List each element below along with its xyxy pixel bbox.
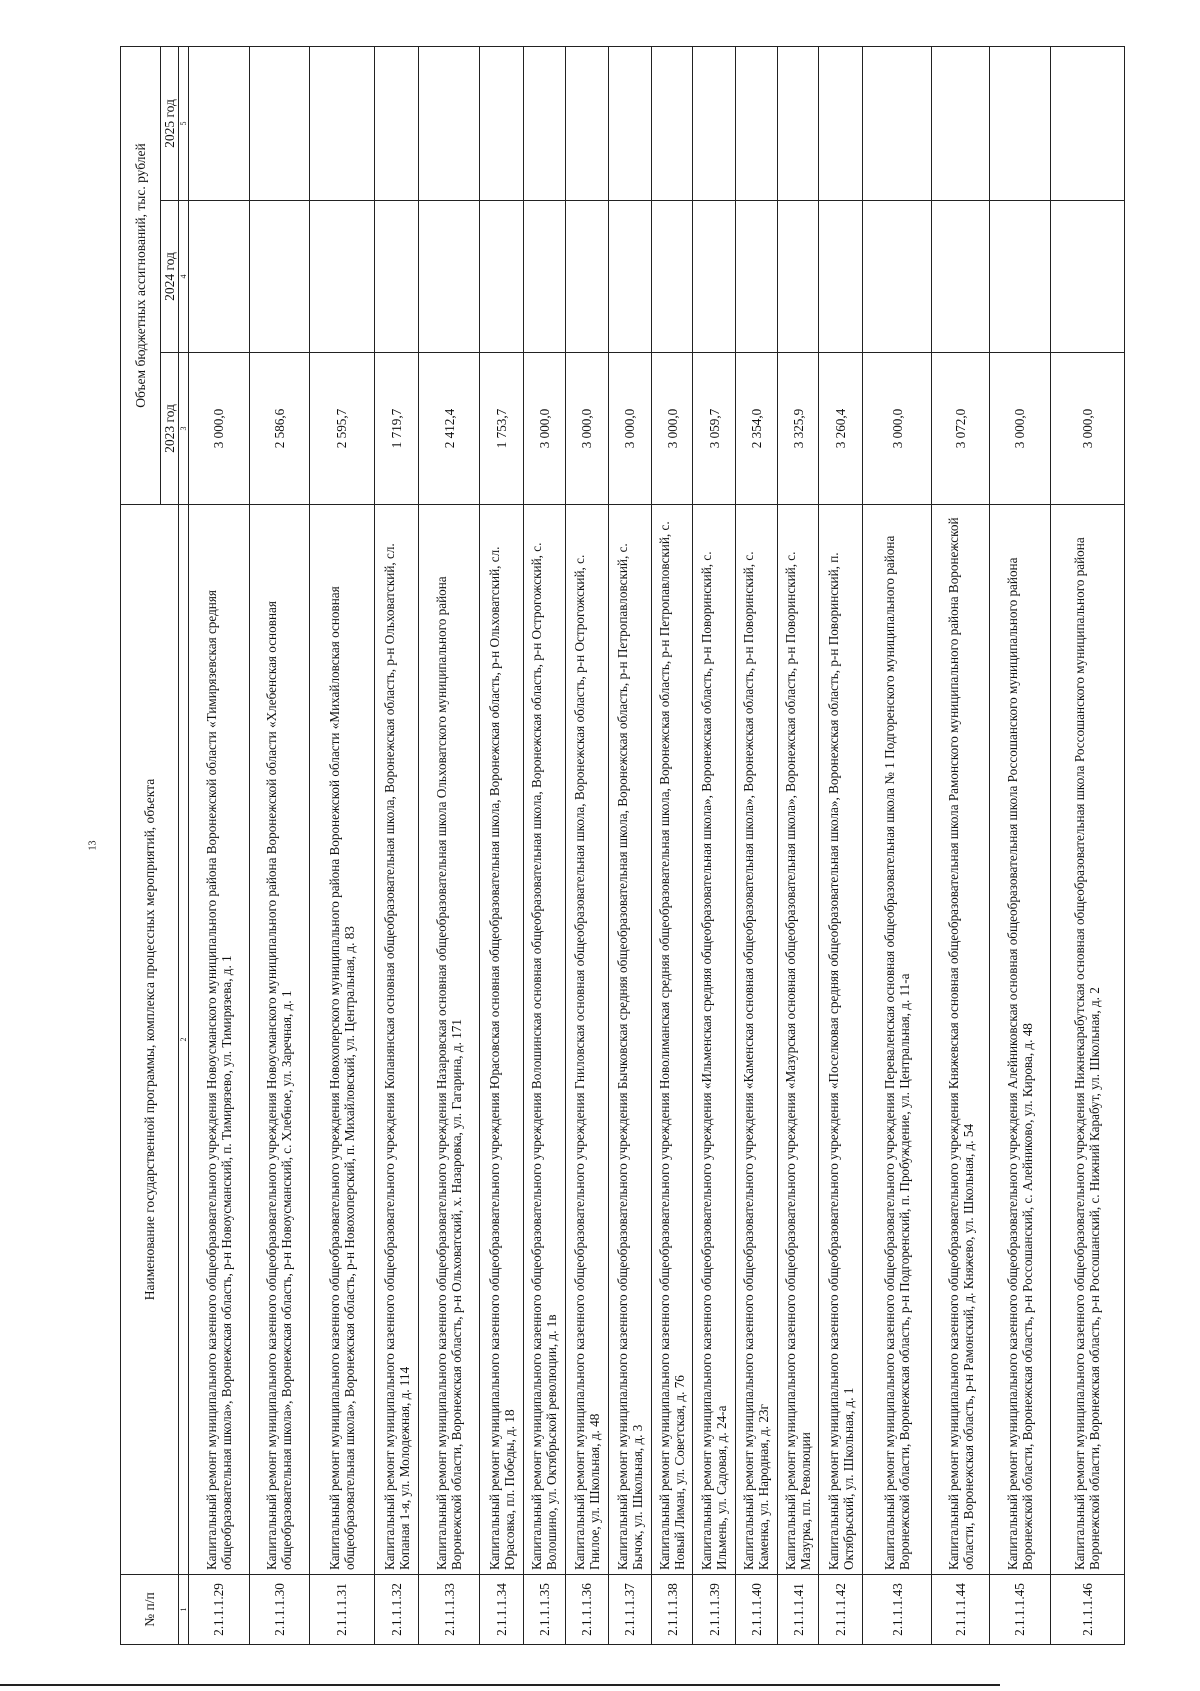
row-value-2025 (189, 46, 250, 200)
table-row (419, 46, 480, 1644)
row-number: 2.1.1.1.38 (652, 1575, 693, 1645)
row-object-name: Капитальный ремонт муниципального казенного общеобразовательного учреждения Юрасовская основная общеобразовательная школа, Воронежская область, р-н Ольховатский, сл. Юрасовка, пл. Победы, д. 18 (480, 505, 523, 1575)
row-number: 2.1.1.1.30 (249, 1575, 309, 1645)
row-number: 2.1.1.1.39 (693, 1575, 735, 1645)
page-number: 13 (87, 840, 99, 851)
row-value-2025 (608, 46, 651, 200)
row-number: 2.1.1.1.35 (523, 1575, 565, 1645)
row-number: 2.1.1.1.45 (990, 1575, 1051, 1645)
row-value-2024 (778, 201, 819, 353)
table-row (693, 46, 735, 1644)
row-value-2023: 3 325,9 (778, 353, 819, 505)
row-value-2025 (249, 46, 309, 200)
row-number: 2.1.1.1.37 (608, 1575, 651, 1645)
row-value-2024 (735, 201, 777, 353)
row-value-2024 (862, 201, 932, 353)
table-header-row (121, 46, 161, 1644)
column-index: 3 (179, 353, 189, 505)
row-value-2023: 3 000,0 (652, 353, 693, 505)
row-value-2024 (652, 201, 693, 353)
row-object-name: Капитальный ремонт муниципального казенного общеобразовательного учреждения «Поселковая средняя общеобразовательная школа», Воронежская область, р-н Поворинский, п. Октябрьский, ул. Школьная, д. 1 (819, 505, 862, 1575)
row-object-name: Капитальный ремонт муниципального казенного общеобразовательного учреждения Волошинская основная общеобразовательная школа, Воронежская область, р-н Острогожский, с. Волошино, ул. Октябрьской революции, д. 1в (523, 505, 565, 1575)
row-value-2024 (693, 201, 735, 353)
row-object-name: Капитальный ремонт муниципального казенного общеобразовательного учреждения Гниловская основная общеобразовательная школа, Воронежская область, р-н Острогожский, с. Гнилое, ул. Школьная, д. 48 (566, 505, 608, 1575)
row-value-2024 (309, 201, 374, 353)
row-number: 2.1.1.1.42 (819, 1575, 862, 1645)
row-number: 2.1.1.1.46 (1050, 1575, 1124, 1645)
row-object-name: Капитальный ремонт муниципального казенного общеобразовательного учреждения Княжевская основная общеобразовательная школа Рамонского муниципального района Воронежской области, Воронежская область, р-н Рамонский, д. Княжево, ул. Школьная, д. 54 (932, 505, 990, 1575)
row-object-name: Капитальный ремонт муниципального казенного общеобразовательного учреждения «Каменская основная общеобразовательная школа», Воронежская область, р-н Поворинский, с. Каменка, ул. Народная, д. 23г (735, 505, 777, 1575)
column-index: 2 (179, 505, 189, 1575)
row-number: 2.1.1.1.41 (778, 1575, 819, 1645)
table-body (189, 46, 1125, 1644)
row-value-2023: 1 753,7 (480, 353, 523, 505)
row-value-2024 (1050, 201, 1124, 353)
table-row (523, 46, 565, 1644)
table-row (566, 46, 608, 1644)
table-row (189, 46, 250, 1644)
table-row (374, 46, 419, 1644)
table-row (990, 46, 1051, 1644)
row-value-2023: 3 059,7 (693, 353, 735, 505)
row-number: 2.1.1.1.33 (419, 1575, 480, 1645)
header-year-2025: 2025 год (161, 46, 179, 200)
row-value-2025 (480, 46, 523, 200)
row-value-2024 (932, 201, 990, 353)
row-value-2023: 3 072,0 (932, 353, 990, 505)
table-row (819, 46, 862, 1644)
row-value-2023: 2 595,7 (309, 353, 374, 505)
row-value-2025 (819, 46, 862, 200)
row-number: 2.1.1.1.43 (862, 1575, 932, 1645)
row-value-2023: 3 000,0 (523, 353, 565, 505)
row-value-2023: 3 000,0 (608, 353, 651, 505)
row-value-2025 (419, 46, 480, 200)
row-object-name: Капитальный ремонт муниципального казенного общеобразовательного учреждения Новоусманского муниципального района Воронежской области «Тимирязевская средняя общеобразовательная школа», Воронежская область, р-н Новоусманский, п. Тимирязево, ул. Тимирязева, д. 1 (189, 505, 250, 1575)
row-value-2024 (249, 201, 309, 353)
row-value-2025 (693, 46, 735, 200)
row-number: 2.1.1.1.44 (932, 1575, 990, 1645)
page-bottom-rule (0, 1684, 1000, 1686)
row-object-name: Капитальный ремонт муниципального казенного общеобразовательного учреждения Переваленская основная общеобразовательная школа № 1 Подгоренского муниципального района Воронежской области, Воронежская область, р-н Подгоренский, п. Пробуждение, ул. Центральная, д. 11-а (862, 505, 932, 1575)
table-row (862, 46, 932, 1644)
row-value-2025 (1050, 46, 1124, 200)
table-row (652, 46, 693, 1644)
row-number: 2.1.1.1.34 (480, 1575, 523, 1645)
row-value-2023: 3 000,0 (189, 353, 250, 505)
header-year-2024: 2024 год (161, 201, 179, 353)
row-value-2025 (566, 46, 608, 200)
row-object-name: Капитальный ремонт муниципального казенного общеобразовательного учреждения Алейниковская основная общеобразовательная школа Россошанского муниципального района Воронежской области, Воронежская область, р-н Россошанский, с. Алейниково, ул. Кирова, д. 48 (990, 505, 1051, 1575)
row-object-name: Капитальный ремонт муниципального казенного общеобразовательного учреждения Назаровская основная общеобразовательная школа Ольховатского муниципального района Воронежской области, Воронежская область, р-н Ольховатский, х. Назаровка, ул. Гагарина, д. 171 (419, 505, 480, 1575)
row-value-2024 (608, 201, 651, 353)
row-number: 2.1.1.1.40 (735, 1575, 777, 1645)
header-budget-volume: Объем бюджетных ассигнований, тыс. рублей (121, 46, 161, 504)
row-value-2023: 2 354,0 (735, 353, 777, 505)
row-object-name: Капитальный ремонт муниципального казенного общеобразовательного учреждения «Ильменская средняя общеобразовательная школа», Воронежская область, р-н Поворинский, с. Ильмень, ул. Садовая, д. 24-а (693, 505, 735, 1575)
row-value-2025 (778, 46, 819, 200)
row-value-2025 (735, 46, 777, 200)
column-index: 1 (179, 1575, 189, 1645)
header-year-2023: 2023 год (161, 353, 179, 505)
row-value-2024 (419, 201, 480, 353)
row-object-name: Капитальный ремонт муниципального казенного общеобразовательного учреждения Нижнекарабутская основная общеобразовательная школа Россошанского муниципального района Воронежской области, Воронежская область, р-н Россошанский, с. Нижний Карабут, ул. Школьная, д. 2 (1050, 505, 1124, 1575)
row-value-2024 (189, 201, 250, 353)
row-value-2024 (819, 201, 862, 353)
table-row (932, 46, 990, 1644)
row-object-name: Капитальный ремонт муниципального казенного общеобразовательного учреждения Новохоперского муниципального района Воронежской области «Михайловская основная общеобразовательная школа», Воронежская область, р-н Новохоперский, п. Михайловский, ул. Центральная, д. 83 (309, 505, 374, 1575)
row-value-2024 (374, 201, 419, 353)
table-row (309, 46, 374, 1644)
row-value-2023: 2 586,6 (249, 353, 309, 505)
table-row (480, 46, 523, 1644)
row-object-name: Капитальный ремонт муниципального казенного общеобразовательного учреждения «Мазурская основная общеобразовательная школа», Воронежская область, р-н Поворинский, с. Мазурка, пл. Революции (778, 505, 819, 1575)
row-value-2023: 3 000,0 (1050, 353, 1124, 505)
budget-allocation-table (120, 46, 1125, 1645)
row-object-name: Капитальный ремонт муниципального казенного общеобразовательного учреждения Копанянская основная общеобразовательная школа, Воронежская область, р-н Ольховатский, сл. Копаная 1-я, ул. Молодежная, д. 114 (374, 505, 419, 1575)
header-name: Наименование государственной программы, комплекса процессных мероприятий, объекта (121, 505, 179, 1575)
column-index-row (179, 46, 189, 1644)
row-value-2023: 3 000,0 (862, 353, 932, 505)
row-value-2024 (523, 201, 565, 353)
row-value-2023: 2 412,4 (419, 353, 480, 505)
row-value-2025 (652, 46, 693, 200)
row-object-name: Капитальный ремонт муниципального казенного общеобразовательного учреждения Новоусманского муниципального района Воронежской области «Хлебенская основная общеобразовательная школа», Воронежская область, р-н Новоусманский, с. Хлебное, ул. Заречная, д. 1 (249, 505, 309, 1575)
table-row (249, 46, 309, 1644)
header-number: № п/п (121, 1575, 179, 1645)
row-value-2025 (374, 46, 419, 200)
row-object-name: Капитальный ремонт муниципального казенного общеобразовательного учреждения Новолиманская средняя общеобразовательная школа, Воронежская область, р-н Петропавловский, с. Новый Лиман, ул. Советская, д. 76 (652, 505, 693, 1575)
row-value-2023: 3 000,0 (990, 353, 1051, 505)
rotated-table-container (120, 47, 1125, 1645)
table-row (1050, 46, 1124, 1644)
row-object-name: Капитальный ремонт муниципального казенного общеобразовательного учреждения Бычковская средняя общеобразовательная школа, Воронежская область, р-н Петропавловский, с. Бычок, ул. Школьная, д. 3 (608, 505, 651, 1575)
row-value-2025 (309, 46, 374, 200)
column-index: 4 (179, 201, 189, 353)
table-row (608, 46, 651, 1644)
row-value-2024 (990, 201, 1051, 353)
row-number: 2.1.1.1.31 (309, 1575, 374, 1645)
row-value-2023: 3 260,4 (819, 353, 862, 505)
row-value-2025 (990, 46, 1051, 200)
row-number: 2.1.1.1.36 (566, 1575, 608, 1645)
row-value-2024 (566, 201, 608, 353)
table-row (735, 46, 777, 1644)
row-value-2023: 3 000,0 (566, 353, 608, 505)
row-value-2023: 1 719,7 (374, 353, 419, 505)
row-value-2024 (480, 201, 523, 353)
row-value-2025 (523, 46, 565, 200)
row-number: 2.1.1.1.32 (374, 1575, 419, 1645)
column-index: 5 (179, 46, 189, 200)
row-number: 2.1.1.1.29 (189, 1575, 250, 1645)
row-value-2025 (932, 46, 990, 200)
table-row (778, 46, 819, 1644)
row-value-2025 (862, 46, 932, 200)
